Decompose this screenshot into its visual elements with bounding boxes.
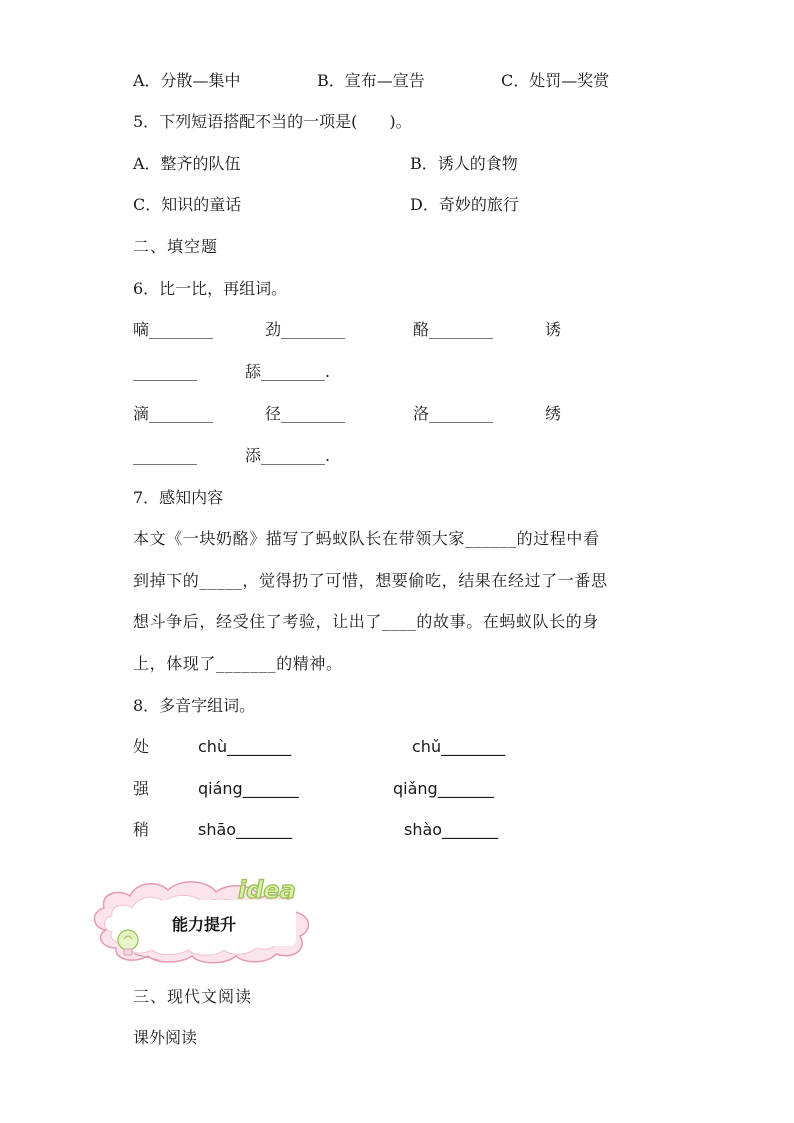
q6-title: 6．比一比，再组词。: [133, 279, 288, 298]
q6-word-10: 添________.: [245, 446, 331, 465]
q8-pinyin-1a: chù________: [198, 737, 292, 756]
q7-text-line-3: 想斗争后，经受住了考验，让出了____的故事。在蚂蚁队长的身: [133, 612, 600, 631]
q5-option-b: B．诱人的食物: [410, 154, 518, 173]
q6-word-5: 舔________.: [245, 362, 331, 381]
q8-pinyin-3b: shào_______: [404, 820, 499, 839]
q4-option-c: C．处罚—奖赏: [501, 71, 610, 90]
q6-word-4-blank: ________: [133, 362, 197, 381]
ability-banner-title: 能力提升: [172, 915, 237, 934]
q6-word-4: 诱: [545, 320, 562, 339]
q5-option-a: A．整齐的队伍: [133, 154, 241, 173]
q8-char-1: 处: [133, 737, 150, 756]
q7-text-line-1: 本文《一块奶酪》描写了蚂蚁队长在带领大家______的过程中看: [133, 529, 600, 548]
q6-word-6: 滴________: [133, 404, 214, 423]
q5-question: 5．下列短语搭配不当的一项是( )。: [133, 112, 412, 131]
q6-word-8: 洛________: [413, 404, 494, 423]
q5-option-c: C．知识的童话: [133, 195, 242, 214]
q6-word-3: 酪________: [413, 320, 494, 339]
section-2-title: 二、填空题: [133, 237, 219, 256]
q7-text-line-2: 到掉下的_____，觉得扔了可惜，想要偷吃，结果在经过了一番思: [133, 571, 608, 590]
q6-word-1: 嘀________: [133, 320, 214, 339]
q4-option-b: B．宣布—宣告: [317, 71, 425, 90]
q8-pinyin-3a: shāo_______: [198, 820, 293, 839]
q6-word-2: 劲________: [265, 320, 346, 339]
q8-pinyin-2b: qiǎng_______: [393, 779, 494, 798]
idea-logo: [238, 876, 296, 904]
section-3-subtitle: 课外阅读: [133, 1028, 198, 1047]
q8-pinyin-1b: chǔ________: [412, 737, 506, 756]
idea-logo-text: idea: [238, 876, 296, 904]
q8-char-2: 强: [133, 779, 150, 798]
q8-pinyin-2a: qiáng_______: [198, 779, 299, 798]
q6-word-9: 绣: [545, 404, 562, 423]
section-3-title: 三、现代文阅读: [133, 987, 253, 1006]
q7-text-line-4: 上，体现了_______的精神。: [133, 654, 343, 673]
q6-word-7: 径________: [265, 404, 346, 423]
q5-option-d: D．奇妙的旅行: [410, 195, 519, 214]
q8-title: 8．多音字组词。: [133, 696, 256, 715]
q4-option-a: A．分散—集中: [133, 71, 241, 90]
q7-title: 7．感知内容: [133, 488, 224, 507]
q8-char-3: 稍: [133, 820, 150, 839]
q6-word-9-blank: ________: [133, 446, 197, 465]
